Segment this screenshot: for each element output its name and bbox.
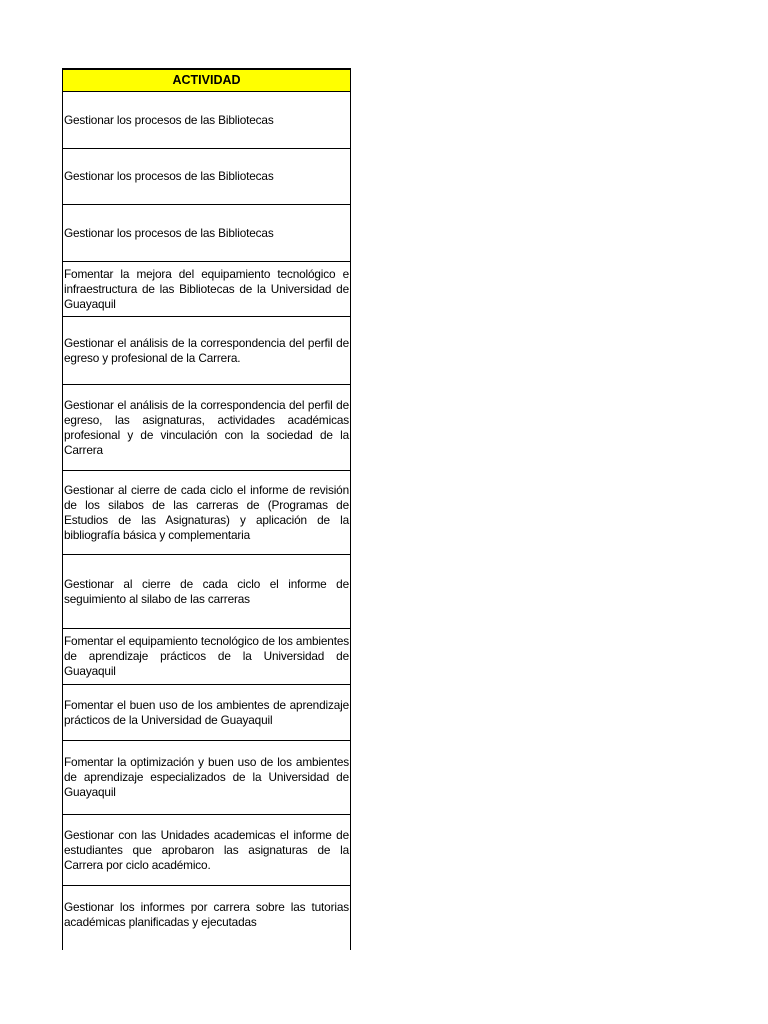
table-row bbox=[63, 205, 350, 262]
table-cell: Gestionar el análisis de la correspondencia del perfil de egreso, las asignaturas, actividades académicas profesional y de vinculación con la sociedad de la Carrera bbox=[64, 397, 349, 457]
table-cell: Fomentar la optimización y buen uso de los ambientes de aprendizaje especializados de la Universidad de Guayaquil bbox=[64, 755, 349, 799]
table-row bbox=[63, 886, 350, 950]
table-body bbox=[62, 92, 351, 950]
table-cell: Gestionar al cierre de cada ciclo el informe de revisión de los silabos de las carreras de (Programas de Estudios de las Asignaturas) y aplicación de la bibliografía básica y complementaria bbox=[64, 482, 349, 542]
table-cell: Gestionar con las Unidades academicas el informe de estudiantes que aprobaron las asignaturas de la Carrera por ciclo académico. bbox=[64, 827, 349, 872]
table-row bbox=[63, 149, 350, 205]
table-row bbox=[63, 629, 350, 685]
table-row bbox=[63, 815, 350, 886]
table-row bbox=[63, 685, 350, 741]
activity-table bbox=[62, 68, 351, 950]
table-row bbox=[63, 555, 350, 629]
table-cell: Fomentar el equipamiento tecnológico de los ambientes de aprendizaje prácticos de la Universidad de Guayaquil bbox=[64, 634, 349, 678]
table-cell: Fomentar el buen uso de los ambientes de aprendizaje prácticos de la Universidad de Guayaquil bbox=[64, 697, 349, 727]
table-cell: Gestionar al cierre de cada ciclo el informe de seguimiento al silabo de las carreras bbox=[64, 576, 349, 606]
table-cell: Gestionar los procesos de las Bibliotecas bbox=[64, 225, 274, 240]
table-cell: Gestionar los procesos de las Bibliotecas bbox=[64, 112, 274, 127]
table-header-actividad: ACTIVIDAD bbox=[62, 68, 351, 92]
table-row bbox=[63, 317, 350, 385]
table-row bbox=[63, 471, 350, 555]
table-row bbox=[63, 385, 350, 471]
table-cell: Gestionar los informes por carrera sobre las tutorias académicas planificadas y ejecutadas bbox=[64, 900, 349, 929]
table-cell: Fomentar la mejora del equipamiento tecnológico e infraestructura de las Bibliotecas de la Universidad de Guayaquil bbox=[64, 266, 349, 311]
table-row bbox=[63, 741, 350, 815]
table-row bbox=[63, 262, 350, 317]
table-cell: Gestionar el análisis de la correspondencia del perfil de egreso y profesional de la Carrera. bbox=[64, 335, 349, 365]
table-row bbox=[63, 92, 350, 149]
table-cell: Gestionar los procesos de las Bibliotecas bbox=[64, 169, 274, 183]
